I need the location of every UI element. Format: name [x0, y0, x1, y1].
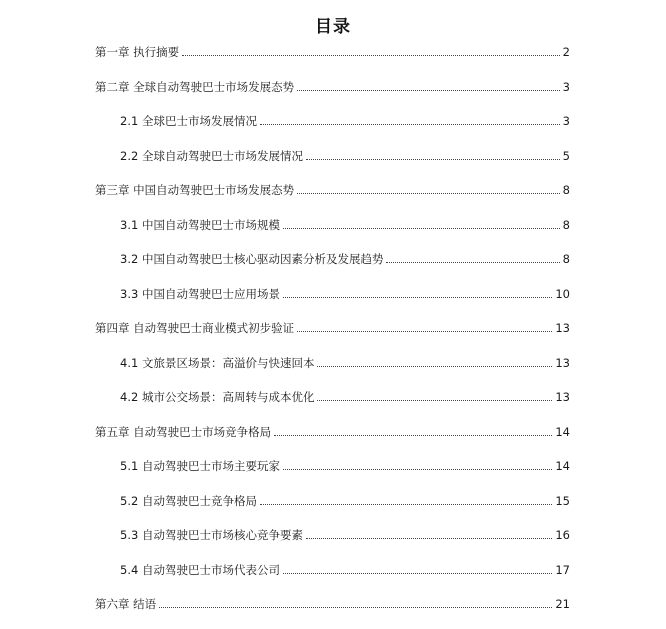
toc-entry-label: 第四章 自动驾驶巴士商业模式初步验证: [95, 321, 295, 335]
toc-entry-label: 第一章 执行摘要: [95, 45, 180, 59]
toc-entry-chapter-6[interactable]: [95, 593, 570, 611]
dot-leader: [283, 468, 552, 470]
toc-entry-label: 5.1 自动驾驶巴士市场主要玩家: [120, 459, 280, 473]
dot-leader: [182, 54, 560, 56]
toc-entry-section-5-4[interactable]: [120, 559, 570, 577]
toc-entry-page: 13: [555, 390, 570, 404]
toc-entry-label: 4.1 文旅景区场景：高溢价与快速回本: [120, 356, 315, 370]
toc-entry-page: 15: [555, 494, 570, 508]
toc-entry-label: 3.3 中国自动驾驶巴士应用场景: [120, 287, 280, 301]
toc-entry-label: 2.2 全球自动驾驶巴士市场发展情况: [120, 149, 303, 163]
toc-entry-section-3-2[interactable]: [120, 248, 570, 266]
toc-entry-label: 第六章 结语: [95, 597, 157, 611]
toc-entry-page: 14: [555, 425, 570, 439]
toc-entry-page: 8: [562, 252, 570, 266]
dot-leader: [283, 227, 560, 229]
toc-entry-label: 5.3 自动驾驶巴士市场核心竞争要素: [120, 528, 303, 542]
dot-leader: [386, 261, 559, 263]
toc-entry-page: 5: [562, 149, 570, 163]
toc-entry-label: 第五章 自动驾驶巴士市场竞争格局: [95, 425, 272, 439]
dot-leader: [306, 158, 560, 160]
toc-entry-section-3-3[interactable]: [120, 283, 570, 301]
toc-entry-chapter-1[interactable]: [95, 41, 570, 59]
toc-entry-chapter-4[interactable]: [95, 317, 570, 335]
toc-entry-page: 14: [555, 459, 570, 473]
dot-leader: [297, 192, 560, 194]
toc-entry-page: 3: [562, 114, 570, 128]
dot-leader: [283, 296, 552, 298]
toc-entry-label: 3.2 中国自动驾驶巴士核心驱动因素分析及发展趋势: [120, 252, 384, 266]
toc-entry-page: 2: [562, 45, 570, 59]
toc-entry-chapter-5[interactable]: [95, 421, 570, 439]
toc-entry-section-5-1[interactable]: [120, 455, 570, 473]
toc-entry-chapter-3[interactable]: [95, 179, 570, 197]
toc-entry-label: 第三章 中国自动驾驶巴士市场发展态势: [95, 183, 295, 197]
toc-entry-section-5-2[interactable]: [120, 490, 570, 508]
toc-entry-label: 第二章 全球自动驾驶巴士市场发展态势: [95, 80, 295, 94]
dot-leader: [297, 89, 560, 91]
toc-entry-page: 16: [555, 528, 570, 542]
toc-entry-label: 3.1 中国自动驾驶巴士市场规模: [120, 218, 280, 232]
toc-entry-label: 2.1 全球巴士市场发展情况: [120, 114, 257, 128]
toc-entry-page: 13: [555, 321, 570, 335]
toc-entry-section-3-1[interactable]: [120, 214, 570, 232]
toc-entry-page: 8: [562, 183, 570, 197]
toc-entry-section-2-1[interactable]: [120, 110, 570, 128]
toc-entry-page: 21: [555, 597, 570, 611]
toc-entry-section-4-2[interactable]: [120, 386, 570, 404]
toc-title: 目录: [315, 17, 351, 37]
toc-entry-section-2-2[interactable]: [120, 145, 570, 163]
dot-leader: [317, 399, 552, 401]
dot-leader: [260, 503, 552, 505]
toc-entry-chapter-2[interactable]: [95, 76, 570, 94]
dot-leader: [159, 606, 552, 608]
dot-leader: [306, 537, 552, 539]
dot-leader: [274, 434, 552, 436]
toc-entry-label: 4.2 城市公交场景：高周转与成本优化: [120, 390, 315, 404]
toc-entry-page: 13: [555, 356, 570, 370]
dot-leader: [297, 330, 552, 332]
dot-leader: [260, 123, 560, 125]
toc-entry-page: 8: [562, 218, 570, 232]
toc-entry-label: 5.2 自动驾驶巴士竞争格局: [120, 494, 257, 508]
toc-entry-section-4-1[interactable]: [120, 352, 570, 370]
toc-entry-page: 17: [555, 563, 570, 577]
toc-entry-page: 10: [555, 287, 570, 301]
dot-leader: [283, 572, 552, 574]
dot-leader: [317, 365, 552, 367]
toc-entry-label: 5.4 自动驾驶巴士市场代表公司: [120, 563, 280, 577]
toc-entry-section-5-3[interactable]: [120, 524, 570, 542]
toc-entry-page: 3: [562, 80, 570, 94]
